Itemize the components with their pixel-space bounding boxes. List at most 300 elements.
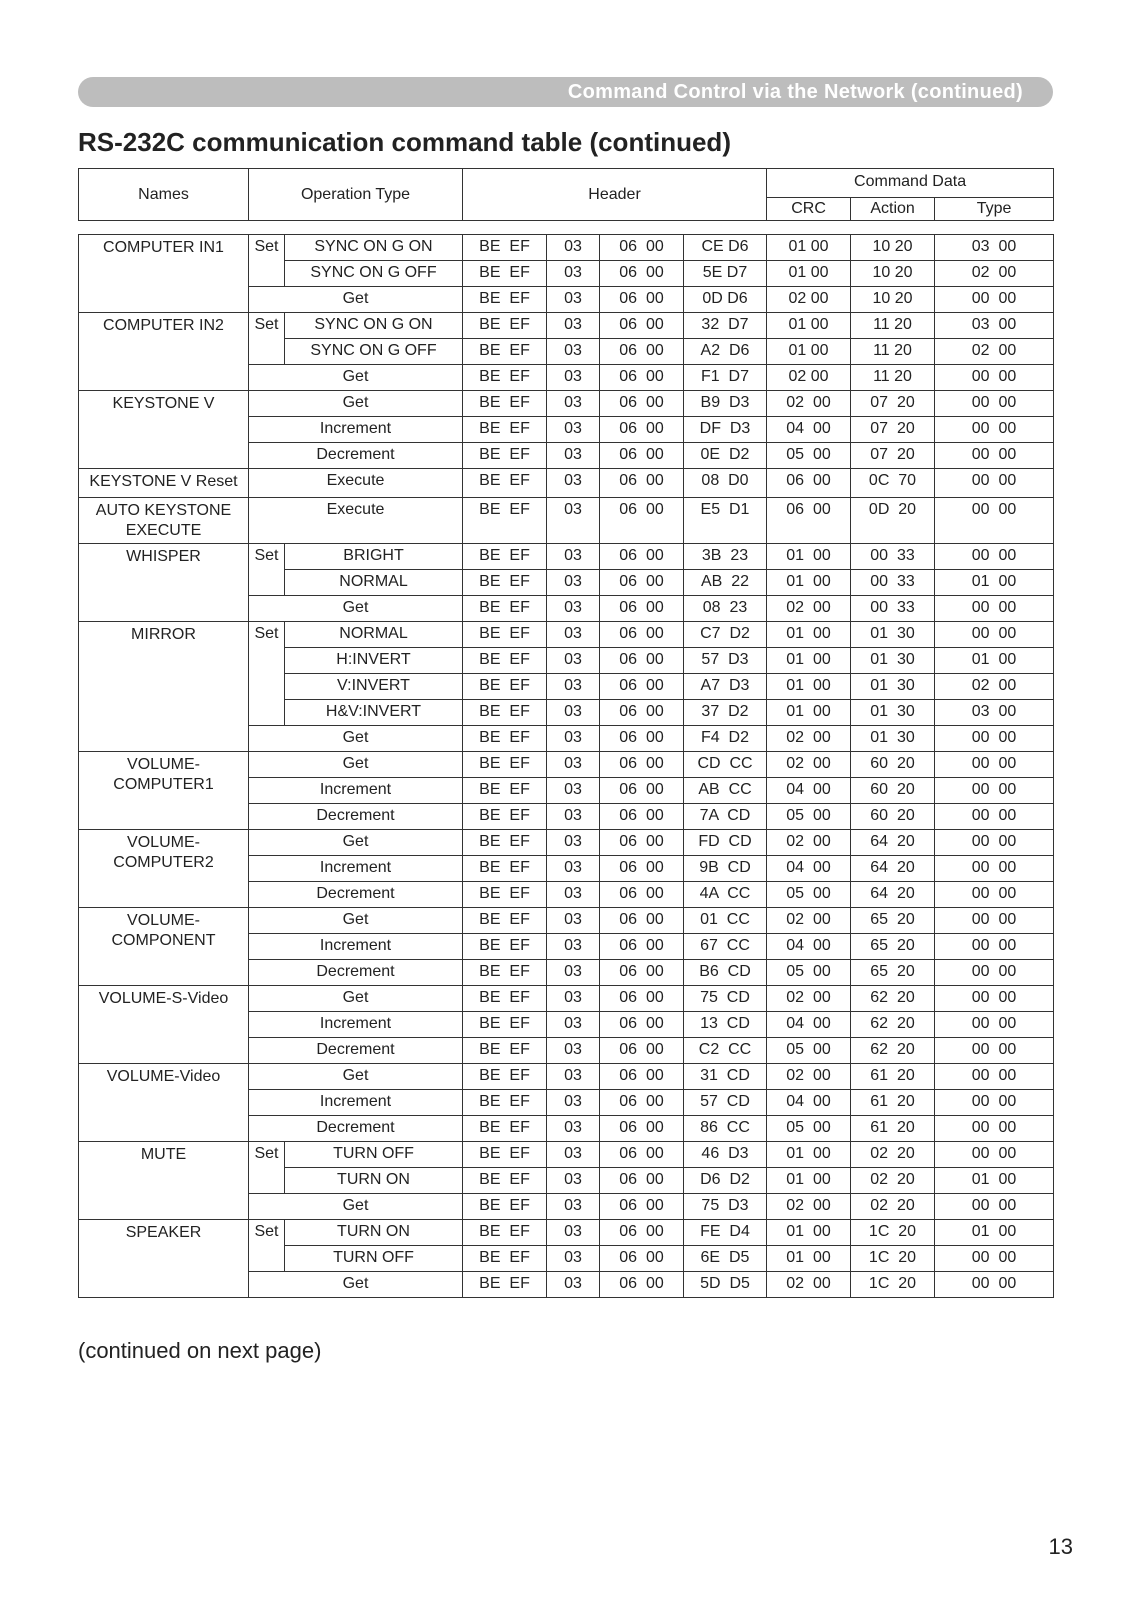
cell-type: 65 20 bbox=[851, 960, 935, 986]
cell-type: 61 20 bbox=[851, 1116, 935, 1142]
cell-setting: 02 00 bbox=[935, 339, 1054, 365]
command-name: MUTE bbox=[79, 1142, 249, 1220]
cell-hdr1: BE EF bbox=[463, 365, 547, 391]
operation-type: Increment bbox=[249, 934, 463, 960]
cell-action: 01 00 bbox=[767, 1142, 851, 1168]
cell-action: 01 00 bbox=[767, 570, 851, 596]
cell-hdr2: 03 bbox=[547, 498, 600, 544]
command-name: COMPUTER IN2 bbox=[79, 313, 249, 391]
cell-hdr3: 06 00 bbox=[600, 674, 684, 700]
cell-hdr3: 06 00 bbox=[600, 700, 684, 726]
cell-action: 02 00 bbox=[767, 596, 851, 622]
cell-setting: 00 00 bbox=[935, 1194, 1054, 1220]
cell-setting: 00 00 bbox=[935, 908, 1054, 934]
cell-action: 02 00 bbox=[767, 830, 851, 856]
operation-type: Increment bbox=[249, 1012, 463, 1038]
cell-type: 01 30 bbox=[851, 700, 935, 726]
cell-setting: 00 00 bbox=[935, 622, 1054, 648]
cell-action: 01 00 bbox=[767, 1246, 851, 1272]
section-banner bbox=[78, 77, 1053, 107]
cell-hdr2: 03 bbox=[547, 365, 600, 391]
cell-hdr3: 06 00 bbox=[600, 1272, 684, 1298]
operation-type: Decrement bbox=[249, 443, 463, 469]
cell-crc: CD CC bbox=[684, 752, 767, 778]
operation-type: TURN ON bbox=[285, 1220, 463, 1246]
operation-type: NORMAL bbox=[285, 570, 463, 596]
cell-hdr2: 03 bbox=[547, 700, 600, 726]
cell-type: 1C 20 bbox=[851, 1220, 935, 1246]
cell-action: 04 00 bbox=[767, 778, 851, 804]
operation-type: SYNC ON G OFF bbox=[285, 339, 463, 365]
operation-type: Decrement bbox=[249, 804, 463, 830]
cell-type: 10 20 bbox=[851, 287, 935, 313]
cell-hdr1: BE EF bbox=[463, 1012, 547, 1038]
table-row bbox=[79, 622, 1054, 648]
command-name: VOLUME- COMPUTER1 bbox=[79, 752, 249, 830]
cell-hdr2: 03 bbox=[547, 830, 600, 856]
cell-hdr3: 06 00 bbox=[600, 1116, 684, 1142]
command-name: COMPUTER IN1 bbox=[79, 235, 249, 313]
cell-hdr3: 06 00 bbox=[600, 804, 684, 830]
cell-hdr2: 03 bbox=[547, 1012, 600, 1038]
cell-hdr3: 06 00 bbox=[600, 830, 684, 856]
cell-hdr3: 06 00 bbox=[600, 1194, 684, 1220]
cell-action: 06 00 bbox=[767, 498, 851, 544]
cell-setting: 00 00 bbox=[935, 498, 1054, 544]
cell-type: 11 20 bbox=[851, 365, 935, 391]
cell-hdr3: 06 00 bbox=[600, 498, 684, 544]
cell-crc: A7 D3 bbox=[684, 674, 767, 700]
table-row bbox=[79, 1142, 1054, 1168]
cell-hdr2: 03 bbox=[547, 778, 600, 804]
set-label: Set bbox=[249, 1220, 285, 1272]
operation-type: Decrement bbox=[249, 960, 463, 986]
cell-hdr2: 03 bbox=[547, 882, 600, 908]
command-name: KEYSTONE V bbox=[79, 391, 249, 469]
cell-action: 01 00 bbox=[767, 261, 851, 287]
operation-type: Get bbox=[249, 908, 463, 934]
cell-hdr2: 03 bbox=[547, 443, 600, 469]
cell-setting: 01 00 bbox=[935, 648, 1054, 674]
cell-hdr1: BE EF bbox=[463, 596, 547, 622]
cell-setting: 00 00 bbox=[935, 391, 1054, 417]
table-row bbox=[79, 469, 1054, 498]
cell-type: 65 20 bbox=[851, 908, 935, 934]
cell-crc: 31 CD bbox=[684, 1064, 767, 1090]
cell-hdr1: BE EF bbox=[463, 1194, 547, 1220]
cell-setting: 00 00 bbox=[935, 726, 1054, 752]
cell-hdr3: 06 00 bbox=[600, 1012, 684, 1038]
cell-hdr3: 06 00 bbox=[600, 1090, 684, 1116]
cell-hdr3: 06 00 bbox=[600, 313, 684, 339]
cell-hdr2: 03 bbox=[547, 1090, 600, 1116]
continued-note: (continued on next page) bbox=[78, 1338, 322, 1363]
cell-type: 64 20 bbox=[851, 856, 935, 882]
cell-crc: D6 D2 bbox=[684, 1168, 767, 1194]
operation-type: H&V:INVERT bbox=[285, 700, 463, 726]
cell-hdr1: BE EF bbox=[463, 1168, 547, 1194]
cell-hdr3: 06 00 bbox=[600, 622, 684, 648]
cell-hdr3: 06 00 bbox=[600, 726, 684, 752]
cell-setting: 00 00 bbox=[935, 1064, 1054, 1090]
table-row bbox=[79, 830, 1054, 856]
cell-hdr3: 06 00 bbox=[600, 1038, 684, 1064]
cell-action: 04 00 bbox=[767, 1090, 851, 1116]
cell-hdr3: 06 00 bbox=[600, 882, 684, 908]
cell-hdr1: BE EF bbox=[463, 908, 547, 934]
cell-hdr2: 03 bbox=[547, 1194, 600, 1220]
cell-crc: F1 D7 bbox=[684, 365, 767, 391]
cell-crc: 46 D3 bbox=[684, 1142, 767, 1168]
set-label: Set bbox=[249, 235, 285, 287]
cell-type: 1C 20 bbox=[851, 1246, 935, 1272]
table-row bbox=[79, 235, 1054, 261]
set-label: Set bbox=[249, 313, 285, 365]
table-row bbox=[79, 1064, 1054, 1090]
cell-hdr1: BE EF bbox=[463, 830, 547, 856]
table-row bbox=[79, 313, 1054, 339]
command-table-body bbox=[79, 235, 1054, 1298]
cell-type: 64 20 bbox=[851, 882, 935, 908]
cell-hdr3: 06 00 bbox=[600, 570, 684, 596]
operation-type: Get bbox=[249, 726, 463, 752]
cell-setting: 00 00 bbox=[935, 1142, 1054, 1168]
cell-action: 02 00 bbox=[767, 726, 851, 752]
cell-type: 02 20 bbox=[851, 1194, 935, 1220]
cell-hdr2: 03 bbox=[547, 313, 600, 339]
cell-crc: C7 D2 bbox=[684, 622, 767, 648]
cell-hdr1: BE EF bbox=[463, 261, 547, 287]
cell-setting: 03 00 bbox=[935, 700, 1054, 726]
cell-action: 02 00 bbox=[767, 365, 851, 391]
operation-type: TURN OFF bbox=[285, 1142, 463, 1168]
cell-hdr2: 03 bbox=[547, 648, 600, 674]
cell-hdr3: 06 00 bbox=[600, 934, 684, 960]
operation-type: Execute bbox=[249, 469, 463, 498]
table-row bbox=[79, 544, 1054, 570]
cell-hdr1: BE EF bbox=[463, 648, 547, 674]
page-number: 13 bbox=[1048, 1534, 1073, 1559]
cell-setting: 00 00 bbox=[935, 287, 1054, 313]
cell-crc: AB CC bbox=[684, 778, 767, 804]
cell-hdr2: 03 bbox=[547, 469, 600, 498]
cell-type: 11 20 bbox=[851, 339, 935, 365]
cell-hdr1: BE EF bbox=[463, 882, 547, 908]
operation-type: SYNC ON G ON bbox=[285, 235, 463, 261]
cell-crc: 0E D2 bbox=[684, 443, 767, 469]
cell-hdr3: 06 00 bbox=[600, 986, 684, 1012]
cell-action: 01 00 bbox=[767, 648, 851, 674]
cell-crc: FD CD bbox=[684, 830, 767, 856]
cell-type: 07 20 bbox=[851, 417, 935, 443]
cell-hdr3: 06 00 bbox=[600, 261, 684, 287]
cell-action: 05 00 bbox=[767, 882, 851, 908]
cell-action: 01 00 bbox=[767, 544, 851, 570]
cell-crc: 7A CD bbox=[684, 804, 767, 830]
cell-type: 65 20 bbox=[851, 934, 935, 960]
cell-type: 10 20 bbox=[851, 235, 935, 261]
cell-crc: B6 CD bbox=[684, 960, 767, 986]
cell-hdr1: BE EF bbox=[463, 417, 547, 443]
cell-setting: 00 00 bbox=[935, 778, 1054, 804]
cell-type: 62 20 bbox=[851, 1038, 935, 1064]
cell-hdr2: 03 bbox=[547, 960, 600, 986]
cell-hdr3: 06 00 bbox=[600, 960, 684, 986]
cell-hdr3: 06 00 bbox=[600, 1168, 684, 1194]
cell-crc: 6E D5 bbox=[684, 1246, 767, 1272]
cell-type: 60 20 bbox=[851, 752, 935, 778]
cell-setting: 00 00 bbox=[935, 1012, 1054, 1038]
cell-action: 04 00 bbox=[767, 417, 851, 443]
cell-action: 01 00 bbox=[767, 622, 851, 648]
cell-hdr1: BE EF bbox=[463, 391, 547, 417]
cell-type: 01 30 bbox=[851, 622, 935, 648]
cell-setting: 00 00 bbox=[935, 1038, 1054, 1064]
page-title: RS-232C communication command table (continued) bbox=[78, 127, 731, 157]
cell-action: 01 00 bbox=[767, 313, 851, 339]
operation-type: TURN ON bbox=[285, 1168, 463, 1194]
cell-hdr1: BE EF bbox=[463, 544, 547, 570]
cell-type: 01 30 bbox=[851, 674, 935, 700]
operation-type: Increment bbox=[249, 778, 463, 804]
operation-type: Get bbox=[249, 596, 463, 622]
cell-hdr1: BE EF bbox=[463, 469, 547, 498]
cell-setting: 00 00 bbox=[935, 417, 1054, 443]
cell-hdr2: 03 bbox=[547, 726, 600, 752]
cell-setting: 00 00 bbox=[935, 1246, 1054, 1272]
table-row bbox=[79, 986, 1054, 1012]
cell-hdr1: BE EF bbox=[463, 1064, 547, 1090]
operation-type: Get bbox=[249, 287, 463, 313]
cell-type: 10 20 bbox=[851, 261, 935, 287]
cell-hdr2: 03 bbox=[547, 1064, 600, 1090]
cell-type: 01 30 bbox=[851, 726, 935, 752]
cell-type: 1C 20 bbox=[851, 1272, 935, 1298]
cell-setting: 00 00 bbox=[935, 1116, 1054, 1142]
cell-hdr3: 06 00 bbox=[600, 469, 684, 498]
cell-hdr3: 06 00 bbox=[600, 1064, 684, 1090]
cell-hdr2: 03 bbox=[547, 261, 600, 287]
command-name: WHISPER bbox=[79, 544, 249, 622]
cell-crc: B9 D3 bbox=[684, 391, 767, 417]
cell-hdr3: 06 00 bbox=[600, 908, 684, 934]
cell-hdr1: BE EF bbox=[463, 498, 547, 544]
cell-setting: 00 00 bbox=[935, 1090, 1054, 1116]
cell-crc: 67 CC bbox=[684, 934, 767, 960]
cell-hdr1: BE EF bbox=[463, 1220, 547, 1246]
cell-hdr2: 03 bbox=[547, 1168, 600, 1194]
cell-setting: 00 00 bbox=[935, 443, 1054, 469]
set-label: Set bbox=[249, 1142, 285, 1194]
cell-setting: 00 00 bbox=[935, 804, 1054, 830]
cell-hdr2: 03 bbox=[547, 235, 600, 261]
cell-setting: 00 00 bbox=[935, 830, 1054, 856]
cell-type: 60 20 bbox=[851, 778, 935, 804]
cell-type: 0C 70 bbox=[851, 469, 935, 498]
cell-setting: 00 00 bbox=[935, 1272, 1054, 1298]
cell-hdr3: 06 00 bbox=[600, 417, 684, 443]
command-name: VOLUME- COMPUTER2 bbox=[79, 830, 249, 908]
cell-hdr2: 03 bbox=[547, 287, 600, 313]
cell-hdr2: 03 bbox=[547, 622, 600, 648]
cell-action: 04 00 bbox=[767, 1012, 851, 1038]
cell-hdr1: BE EF bbox=[463, 674, 547, 700]
operation-type: Increment bbox=[249, 417, 463, 443]
cell-type: 00 33 bbox=[851, 570, 935, 596]
cell-crc: 57 D3 bbox=[684, 648, 767, 674]
cell-hdr2: 03 bbox=[547, 1220, 600, 1246]
cell-action: 02 00 bbox=[767, 1064, 851, 1090]
cell-hdr2: 03 bbox=[547, 752, 600, 778]
cell-setting: 00 00 bbox=[935, 365, 1054, 391]
cell-action: 01 00 bbox=[767, 1168, 851, 1194]
cell-crc: DF D3 bbox=[684, 417, 767, 443]
cell-action: 04 00 bbox=[767, 856, 851, 882]
cell-hdr1: BE EF bbox=[463, 752, 547, 778]
cell-action: 02 00 bbox=[767, 908, 851, 934]
cell-crc: E5 D1 bbox=[684, 498, 767, 544]
cell-crc: 57 CD bbox=[684, 1090, 767, 1116]
cell-hdr1: BE EF bbox=[463, 1272, 547, 1298]
command-name: SPEAKER bbox=[79, 1220, 249, 1298]
cell-hdr1: BE EF bbox=[463, 726, 547, 752]
cell-action: 02 00 bbox=[767, 986, 851, 1012]
command-name: VOLUME- COMPONENT bbox=[79, 908, 249, 986]
cell-action: 02 00 bbox=[767, 287, 851, 313]
cell-setting: 03 00 bbox=[935, 235, 1054, 261]
table-row bbox=[79, 1220, 1054, 1246]
cell-hdr2: 03 bbox=[547, 417, 600, 443]
operation-type: V:INVERT bbox=[285, 674, 463, 700]
operation-type: Decrement bbox=[249, 1116, 463, 1142]
cell-setting: 00 00 bbox=[935, 544, 1054, 570]
cell-action: 02 00 bbox=[767, 1272, 851, 1298]
cell-setting: 00 00 bbox=[935, 960, 1054, 986]
cell-hdr1: BE EF bbox=[463, 960, 547, 986]
cell-hdr3: 06 00 bbox=[600, 235, 684, 261]
cell-crc: FE D4 bbox=[684, 1220, 767, 1246]
cell-type: 0D 20 bbox=[851, 498, 935, 544]
cell-setting: 00 00 bbox=[935, 596, 1054, 622]
cell-type: 61 20 bbox=[851, 1090, 935, 1116]
cell-hdr3: 06 00 bbox=[600, 1246, 684, 1272]
cell-hdr1: BE EF bbox=[463, 804, 547, 830]
cell-action: 01 00 bbox=[767, 700, 851, 726]
cell-type: 01 30 bbox=[851, 648, 935, 674]
cell-type: 11 20 bbox=[851, 313, 935, 339]
cell-setting: 01 00 bbox=[935, 1220, 1054, 1246]
header-crc: CRC bbox=[767, 198, 851, 221]
header-command-data: Command Data bbox=[767, 169, 1054, 198]
cell-crc: 75 D3 bbox=[684, 1194, 767, 1220]
cell-hdr3: 06 00 bbox=[600, 443, 684, 469]
cell-action: 05 00 bbox=[767, 1038, 851, 1064]
cell-type: 02 20 bbox=[851, 1168, 935, 1194]
cell-hdr2: 03 bbox=[547, 1142, 600, 1168]
cell-crc: 3B 23 bbox=[684, 544, 767, 570]
cell-hdr3: 06 00 bbox=[600, 544, 684, 570]
operation-type: Get bbox=[249, 986, 463, 1012]
operation-type: Decrement bbox=[249, 882, 463, 908]
cell-hdr2: 03 bbox=[547, 674, 600, 700]
table-row bbox=[79, 391, 1054, 417]
command-name: AUTO KEYSTONE EXECUTE bbox=[79, 498, 249, 544]
cell-hdr2: 03 bbox=[547, 596, 600, 622]
cell-hdr3: 06 00 bbox=[600, 1220, 684, 1246]
operation-type: SYNC ON G ON bbox=[285, 313, 463, 339]
cell-action: 05 00 bbox=[767, 1116, 851, 1142]
cell-crc: 75 CD bbox=[684, 986, 767, 1012]
cell-hdr1: BE EF bbox=[463, 700, 547, 726]
cell-hdr2: 03 bbox=[547, 804, 600, 830]
cell-action: 05 00 bbox=[767, 960, 851, 986]
cell-hdr1: BE EF bbox=[463, 986, 547, 1012]
set-label: Set bbox=[249, 544, 285, 596]
cell-hdr1: BE EF bbox=[463, 1090, 547, 1116]
cell-hdr1: BE EF bbox=[463, 570, 547, 596]
cell-hdr2: 03 bbox=[547, 391, 600, 417]
cell-hdr2: 03 bbox=[547, 1246, 600, 1272]
cell-type: 61 20 bbox=[851, 1064, 935, 1090]
header-type: Type bbox=[935, 198, 1054, 221]
cell-crc: 37 D2 bbox=[684, 700, 767, 726]
cell-hdr3: 06 00 bbox=[600, 365, 684, 391]
cell-setting: 00 00 bbox=[935, 752, 1054, 778]
operation-type: Get bbox=[249, 391, 463, 417]
cell-crc: 13 CD bbox=[684, 1012, 767, 1038]
cell-crc: 5E D7 bbox=[684, 261, 767, 287]
operation-type: Increment bbox=[249, 1090, 463, 1116]
operation-type: Increment bbox=[249, 856, 463, 882]
cell-hdr1: BE EF bbox=[463, 622, 547, 648]
cell-action: 01 00 bbox=[767, 1220, 851, 1246]
cell-type: 64 20 bbox=[851, 830, 935, 856]
cell-crc: 08 D0 bbox=[684, 469, 767, 498]
table-row bbox=[79, 908, 1054, 934]
cell-hdr1: BE EF bbox=[463, 339, 547, 365]
cell-action: 05 00 bbox=[767, 804, 851, 830]
cell-hdr1: BE EF bbox=[463, 934, 547, 960]
cell-hdr1: BE EF bbox=[463, 1116, 547, 1142]
cell-hdr2: 03 bbox=[547, 1038, 600, 1064]
cell-crc: 5D D5 bbox=[684, 1272, 767, 1298]
operation-type: Execute bbox=[249, 498, 463, 544]
cell-setting: 00 00 bbox=[935, 986, 1054, 1012]
operation-type: Decrement bbox=[249, 1038, 463, 1064]
header-operation-type: Operation Type bbox=[249, 169, 463, 221]
cell-crc: CE D6 bbox=[684, 235, 767, 261]
cell-hdr3: 06 00 bbox=[600, 596, 684, 622]
cell-action: 01 00 bbox=[767, 674, 851, 700]
command-name: VOLUME-S-Video bbox=[79, 986, 249, 1064]
table-row bbox=[79, 752, 1054, 778]
cell-hdr3: 06 00 bbox=[600, 339, 684, 365]
cell-type: 07 20 bbox=[851, 443, 935, 469]
operation-type: TURN OFF bbox=[285, 1246, 463, 1272]
cell-action: 04 00 bbox=[767, 934, 851, 960]
cell-hdr1: BE EF bbox=[463, 1246, 547, 1272]
set-label: Set bbox=[249, 622, 285, 726]
cell-setting: 00 00 bbox=[935, 934, 1054, 960]
header-names: Names bbox=[79, 169, 249, 221]
cell-hdr1: BE EF bbox=[463, 235, 547, 261]
cell-crc: 08 23 bbox=[684, 596, 767, 622]
cell-hdr3: 06 00 bbox=[600, 1142, 684, 1168]
cell-hdr1: BE EF bbox=[463, 778, 547, 804]
cell-crc: 86 CC bbox=[684, 1116, 767, 1142]
cell-hdr2: 03 bbox=[547, 856, 600, 882]
cell-hdr1: BE EF bbox=[463, 313, 547, 339]
